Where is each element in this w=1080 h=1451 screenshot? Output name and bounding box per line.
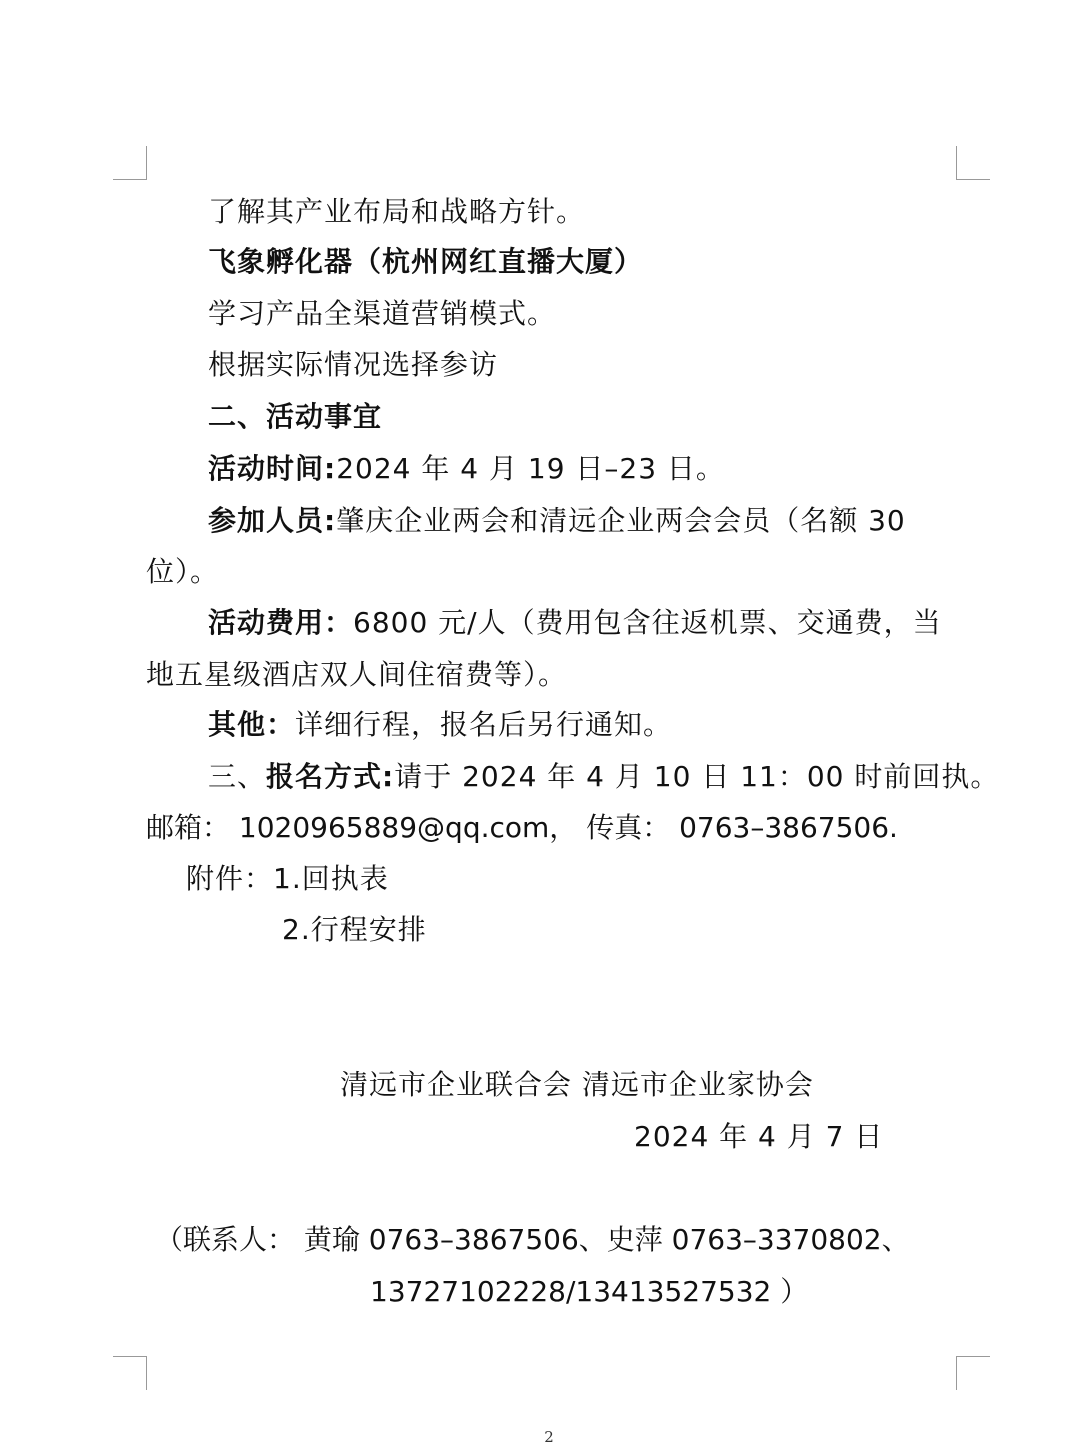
signature-date: 2024 年 4 月 7 日 [634,1120,884,1153]
other-info [208,705,672,745]
email-fax-line: 邮箱： 1020965889@qq.com， 传真： 0763–3867506. [146,811,898,844]
attachment-2: 2.行程安排 [282,913,427,946]
crop-mark-top-right [956,146,990,180]
body-line-marketing: 学习产品全渠道营销模式。 [208,297,557,330]
body-line-choose: 根据实际情况选择参访 [208,348,499,381]
crop-mark-top-left [113,146,147,180]
crop-mark-bottom-right [956,1356,990,1390]
section-heading-activity: 二、活动事宜 [208,400,383,433]
signature-orgs: 清远市企业联合会 清远市企业家协会 [340,1068,814,1101]
participants-label: 参加人员: [208,504,337,537]
crop-mark-bottom-left [113,1356,147,1390]
other-label: 其他： [208,708,296,741]
page-number: 2 [544,1428,554,1446]
participants-value: 肇庆企业两会和清远企业两会会员（名额 30 [336,504,906,537]
signup-method [208,757,999,797]
activity-time-label: 活动时间: [208,452,337,485]
participants-cont: 位）。 [146,555,220,588]
attachment-1: 附件：1.回执表 [186,862,389,895]
activity-fee-label: 活动费用： [208,606,354,639]
activity-fee-cont: 地五星级酒店双人间住宿费等）。 [146,658,568,691]
signup-value: 请于 2024 年 4 月 10 日 11：00 时前回执。 [394,760,1000,793]
contact-line-1: （联系人： 黄瑜 0763–3867506、史萍 0763–3370802、 [155,1223,910,1256]
signup-prefix: 三、 [208,760,267,793]
participants [208,501,906,541]
activity-time [208,449,725,489]
activity-time-value: 2024 年 4 月 19 日–23 日。 [336,452,725,485]
signup-label: 报名方式: [266,760,395,793]
contact-line-2: 13727102228/13413527532 ） [370,1275,809,1308]
visit-heading: 飞象孵化器（杭州网红直播大厦） [208,245,644,278]
body-line-layout: 了解其产业布局和战略方针。 [208,195,586,228]
other-value: 详细行程，报名后另行通知。 [295,708,673,741]
activity-fee-value: 6800 元/人（费用包含往返机票、交通费，当 [353,606,942,639]
activity-fee [208,603,942,643]
